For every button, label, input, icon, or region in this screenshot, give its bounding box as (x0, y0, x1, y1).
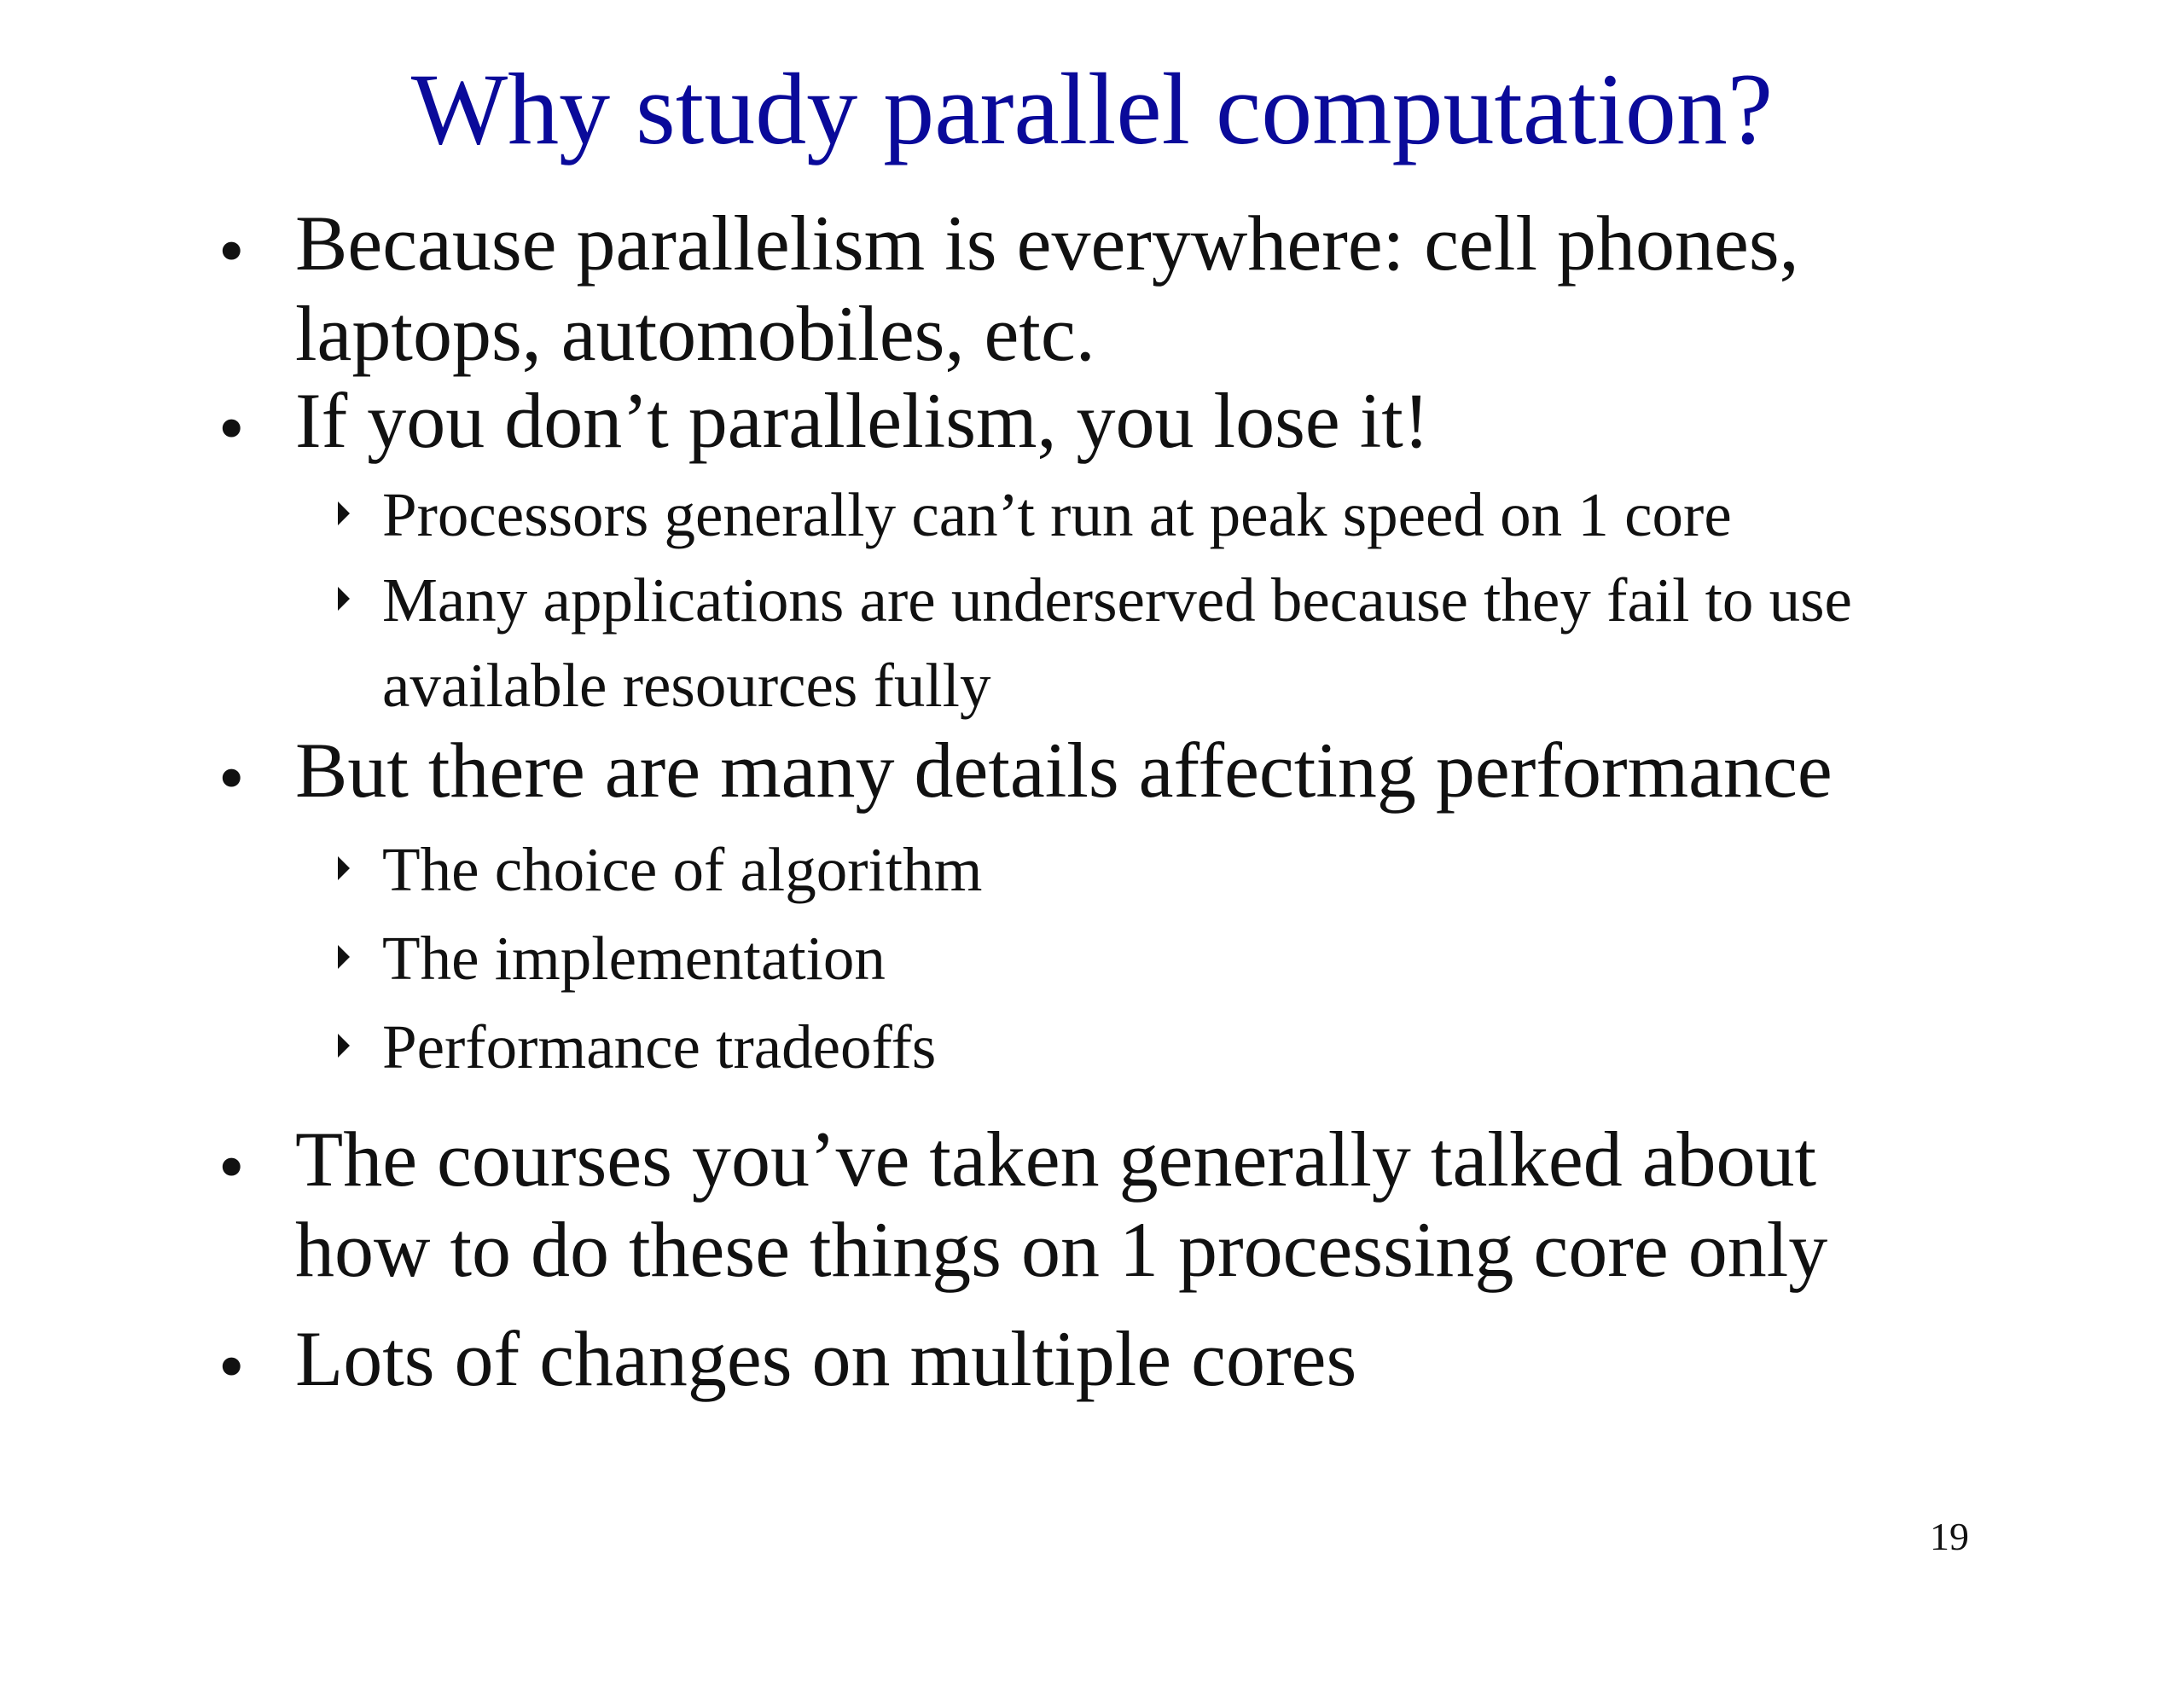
bullet-item (213, 198, 1799, 379)
page-number: 19 (1930, 1515, 1969, 1558)
triangle-bullet-icon (338, 1034, 350, 1058)
sub-bullet-text-line: Many applications are underserved because they fail to use (382, 565, 1852, 635)
bullet-text: Lots of changes on multiple cores (295, 1315, 1357, 1402)
sub-bullet-item (382, 1005, 936, 1090)
bullet-text-line: The courses you’ve taken generally talked about (295, 1116, 1817, 1203)
bullet-text-line: laptops, automobiles, etc. (295, 290, 1095, 377)
triangle-bullet-icon (338, 587, 350, 611)
bullet-text-line: Because parallelism is everywhere: cell phones, (295, 200, 1799, 287)
sub-bullet-text: The choice of algorithm (382, 835, 983, 904)
bullet-text: But there are many details affecting performance (295, 727, 1833, 814)
slide-title: Why study parallel computation? (410, 52, 1774, 165)
sub-bullet-item (382, 472, 1732, 558)
bullet-dot-icon: • (213, 394, 250, 466)
bullet-dot-icon: • (213, 744, 250, 815)
bullet-dot-icon: • (213, 217, 250, 288)
bullet-dot-icon: • (213, 1133, 250, 1204)
bullet-item (213, 1313, 1357, 1404)
sub-bullet-text: Performance tradeoffs (382, 1012, 937, 1081)
bullet-item (213, 1114, 1828, 1295)
bullet-text-line: how to do these things on 1 processing core only (295, 1206, 1828, 1293)
sub-bullet-item (382, 916, 886, 1001)
bullet-item (213, 725, 1833, 815)
sub-bullet-text-line: available resources fully (382, 651, 991, 720)
triangle-bullet-icon (338, 501, 350, 525)
bullet-dot-icon: • (213, 1332, 250, 1404)
sub-bullet-text: The implementation (382, 924, 886, 993)
sub-bullet-text: Processors generally can’t run at peak speed on 1 core (382, 480, 1732, 549)
sub-bullet-item (382, 827, 982, 913)
sub-bullet-item (382, 558, 1852, 728)
triangle-bullet-icon (338, 856, 350, 880)
bullet-item (213, 375, 1430, 466)
triangle-bullet-icon (338, 945, 350, 969)
bullet-text: If you don’t parallelism, you lose it! (295, 377, 1430, 464)
